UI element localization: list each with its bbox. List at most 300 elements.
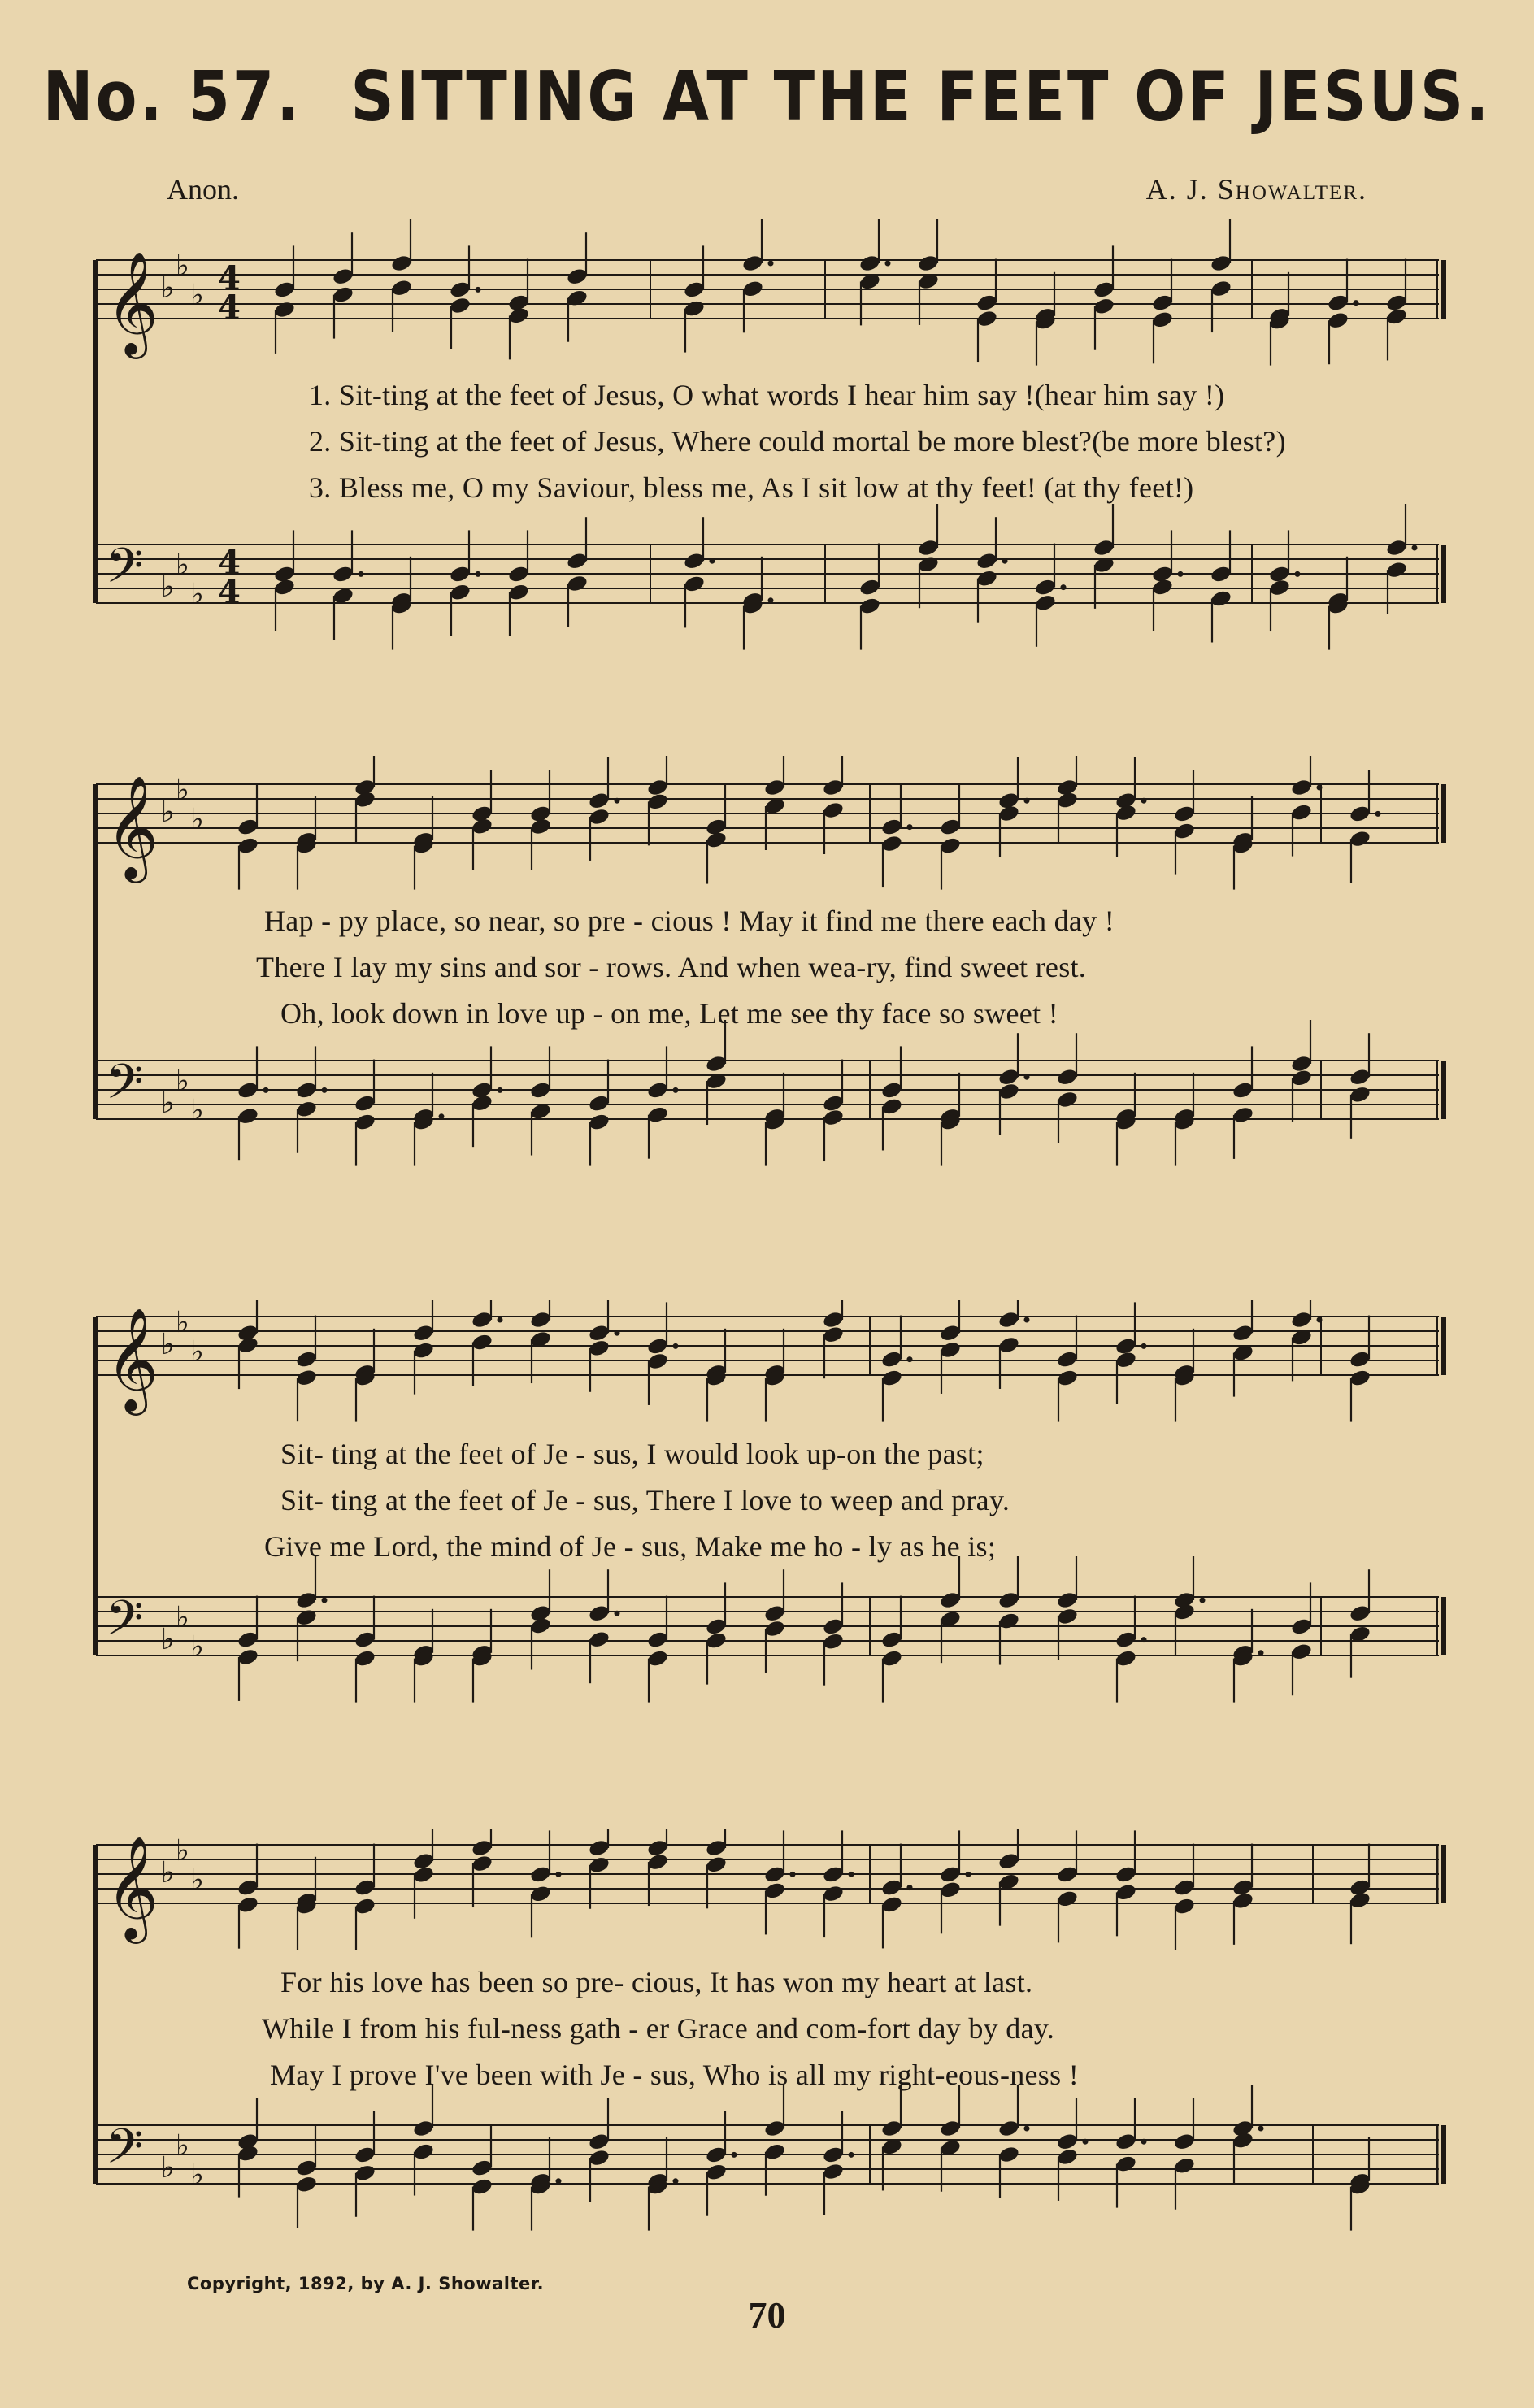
- note-head: [1115, 2154, 1137, 2174]
- note-head: [822, 2145, 845, 2164]
- note-head: [390, 254, 413, 273]
- dot: [907, 824, 913, 830]
- note-head: [1056, 2147, 1079, 2167]
- note-head: [822, 778, 845, 797]
- lyric-line-verse-2: While I from his ful-ness gath - er Grace and com-fort day by day.: [262, 2012, 1055, 2045]
- note-head: [1173, 1878, 1196, 1898]
- note-head: [880, 1097, 903, 1117]
- flat-icon: ♭: [161, 271, 175, 305]
- note-head: [507, 564, 530, 584]
- note-head: [1115, 1630, 1137, 1650]
- note-head: [588, 1603, 611, 1623]
- note-head: [237, 1106, 259, 1126]
- dot: [790, 1872, 796, 1877]
- dot: [1258, 1650, 1264, 1655]
- note-head: [588, 1339, 611, 1358]
- dot: [615, 1330, 620, 1336]
- note-head: [1151, 293, 1174, 313]
- note-head: [566, 267, 589, 286]
- note-head: [354, 1113, 376, 1132]
- dot: [1412, 545, 1418, 551]
- note-head: [1115, 1864, 1137, 1884]
- note-head: [822, 1310, 845, 1330]
- note-head: [822, 800, 845, 820]
- flat-icon: ♭: [190, 578, 204, 611]
- note-head: [295, 1368, 318, 1387]
- note-head: [917, 538, 940, 558]
- note-head: [471, 2177, 493, 2197]
- dot: [476, 287, 481, 293]
- note-head: [1385, 307, 1408, 327]
- note-head: [588, 791, 611, 810]
- flat-icon: ♭: [190, 1863, 204, 1897]
- note-head: [880, 1878, 903, 1898]
- note-head: [763, 778, 786, 797]
- note-head: [822, 1616, 845, 1636]
- note-head: [939, 818, 962, 837]
- lyric-line-verse-3: 3. Bless me, O my Saviour, bless me, As I sit low at thy feet! (at thy feet!): [309, 471, 1194, 504]
- dot: [1317, 785, 1323, 791]
- note-head: [588, 2132, 611, 2151]
- note-head: [705, 1054, 728, 1074]
- note-head: [1056, 1350, 1079, 1369]
- lyric-line-verse-2: There I lay my sins and sor - rows. And when wea-ry, find sweet rest.: [256, 951, 1087, 983]
- system-bracket: [93, 1317, 98, 1655]
- flat-icon: ♭: [190, 803, 204, 836]
- note-head: [1115, 1882, 1137, 1902]
- note-head: [880, 818, 903, 837]
- note-head: [880, 2119, 903, 2138]
- composer-credit: A. J. Showalter.: [1145, 173, 1367, 206]
- note-head: [354, 2163, 376, 2183]
- note-head: [237, 1647, 259, 1667]
- flat-icon: ♭: [190, 2159, 204, 2192]
- note-head: [976, 551, 998, 571]
- lyric-line-verse-1: Hap - py place, so near, so pre - cious ! May it find me there each day !: [264, 905, 1115, 937]
- dot: [673, 1343, 679, 1349]
- note-head: [588, 2148, 611, 2167]
- dot: [907, 1885, 913, 1890]
- note-head: [705, 2163, 728, 2182]
- note-head: [1232, 1080, 1254, 1100]
- note-head: [471, 1854, 493, 1873]
- note-head: [705, 1838, 728, 1858]
- note-head: [237, 1080, 259, 1100]
- note-head: [588, 1629, 611, 1649]
- note-head: [822, 1325, 845, 1344]
- note-head: [997, 1310, 1020, 1330]
- note-head: [529, 1080, 552, 1100]
- note-head: [997, 1335, 1020, 1355]
- time-signature-top: 4: [218, 259, 241, 297]
- note-head: [295, 1590, 318, 1610]
- note-head: [1034, 593, 1057, 613]
- note-head: [976, 293, 998, 313]
- note-head: [471, 1333, 493, 1352]
- note-head: [763, 1603, 786, 1623]
- flat-icon: ♭: [176, 1834, 189, 1868]
- note-head: [566, 574, 589, 593]
- note-head: [1210, 279, 1232, 298]
- note-head: [822, 1108, 845, 1127]
- dot: [498, 1087, 503, 1093]
- dot: [849, 2152, 854, 2158]
- note-head: [588, 1855, 611, 1875]
- dot: [1141, 1637, 1147, 1642]
- note-head: [237, 1878, 259, 1898]
- note-head: [1290, 1068, 1313, 1087]
- flat-icon: ♭: [161, 571, 175, 604]
- note-head: [646, 1838, 669, 1858]
- note-head: [939, 1590, 962, 1610]
- note-head: [939, 1340, 962, 1360]
- note-head: [1173, 822, 1196, 841]
- note-head: [273, 300, 296, 319]
- system-bracket: [93, 260, 98, 603]
- dot: [556, 2178, 562, 2184]
- dot: [1024, 1317, 1030, 1323]
- note-head: [449, 564, 471, 584]
- music-system: [89, 219, 1447, 675]
- dot: [1141, 2139, 1147, 2145]
- note-head: [646, 1852, 669, 1872]
- note-head: [1210, 589, 1232, 609]
- note-head: [741, 254, 764, 273]
- dot: [556, 1872, 562, 1877]
- note-head: [1290, 1054, 1313, 1074]
- note-head: [237, 1895, 259, 1915]
- dot: [1024, 798, 1030, 804]
- note-head: [412, 1341, 435, 1360]
- note-head: [1093, 280, 1115, 299]
- dot: [322, 1598, 328, 1603]
- time-signature-top: 4: [218, 544, 241, 582]
- note-head: [880, 1630, 903, 1650]
- note-head: [683, 299, 706, 319]
- note-head: [1210, 564, 1232, 584]
- flat-icon: ♭: [161, 1087, 175, 1120]
- copyright-notice: Copyright, 1892, by A. J. Showalter.: [187, 2274, 545, 2293]
- dot: [322, 1087, 328, 1093]
- note-head: [1173, 804, 1196, 823]
- note-head: [471, 2159, 493, 2178]
- note-head: [822, 2162, 845, 2181]
- note-head: [332, 285, 354, 305]
- note-head: [354, 1878, 376, 1898]
- flat-icon: ♭: [161, 1328, 175, 1361]
- note-head: [1290, 1616, 1313, 1636]
- note-head: [237, 818, 259, 837]
- note-head: [1115, 1350, 1137, 1369]
- note-head: [1290, 778, 1313, 797]
- note-head: [939, 1880, 962, 1899]
- note-head: [880, 1649, 903, 1668]
- note-head: [1093, 555, 1115, 575]
- note-head: [295, 1080, 318, 1100]
- note-head: [449, 280, 471, 299]
- treble-clef-icon: 𝄞: [106, 774, 159, 879]
- dot: [885, 261, 891, 267]
- lyricist-credit: Anon.: [167, 173, 239, 206]
- music-system: [89, 1829, 1447, 2251]
- note-head: [1385, 560, 1408, 579]
- dot: [1024, 2126, 1030, 2132]
- hymn-title-line: [0, 57, 1534, 137]
- music-system: [89, 756, 1447, 1178]
- note-head: [917, 554, 940, 574]
- dot: [673, 2178, 679, 2184]
- note-head: [705, 1631, 728, 1651]
- dot: [966, 1872, 971, 1877]
- note-head: [295, 2175, 318, 2194]
- note-head: [997, 1590, 1020, 1610]
- note-head: [741, 279, 764, 298]
- note-head: [1056, 1607, 1079, 1626]
- note-head: [237, 1630, 259, 1650]
- note-head: [354, 1630, 376, 1650]
- flat-icon: ♭: [190, 1094, 204, 1127]
- note-head: [763, 1881, 786, 1901]
- note-head: [997, 1612, 1020, 1631]
- dot: [1258, 2126, 1264, 2132]
- note-head: [449, 583, 471, 602]
- flat-icon: ♭: [161, 1623, 175, 1656]
- dot: [359, 571, 364, 577]
- system-bracket: [93, 784, 98, 1119]
- note-head: [237, 836, 259, 856]
- note-head: [273, 280, 296, 299]
- flat-icon: ♭: [190, 279, 204, 312]
- note-head: [705, 1855, 728, 1874]
- flat-icon: ♭: [161, 1856, 175, 1890]
- note-head: [939, 1323, 962, 1343]
- note-head: [1056, 1864, 1079, 1884]
- note-head: [1056, 1090, 1079, 1109]
- note-head: [588, 1838, 611, 1858]
- dot: [263, 1087, 269, 1093]
- flat-icon: ♭: [176, 2129, 189, 2163]
- note-head: [412, 2142, 435, 2162]
- flat-icon: ♭: [190, 1335, 204, 1369]
- note-head: [390, 278, 413, 297]
- note-head: [683, 574, 706, 593]
- note-head: [295, 1100, 318, 1119]
- note-head: [471, 1838, 493, 1858]
- note-head: [295, 1350, 318, 1369]
- note-head: [588, 1094, 611, 1113]
- time-signature-bottom: 4: [218, 289, 241, 327]
- note-head: [917, 254, 940, 273]
- note-head: [507, 583, 530, 602]
- note-head: [1290, 803, 1313, 822]
- flat-icon: ♭: [176, 549, 189, 582]
- note-head: [763, 1864, 786, 1884]
- note-head: [1056, 1369, 1079, 1388]
- treble-clef-icon: 𝄞: [106, 1835, 159, 1939]
- note-head: [332, 564, 354, 584]
- treble-clef-icon: 𝄞: [106, 250, 159, 354]
- note-head: [1349, 1350, 1371, 1369]
- music-system: [89, 1300, 1447, 1723]
- note-head: [646, 1105, 669, 1125]
- note-head: [412, 2119, 435, 2138]
- note-head: [683, 280, 706, 299]
- note-head: [1115, 2132, 1137, 2151]
- lyric-line-verse-1: Sit- ting at the feet of Je - sus, I would look up-on the past;: [280, 1438, 984, 1470]
- flat-icon: ♭: [161, 2151, 175, 2185]
- note-head: [1232, 1323, 1254, 1343]
- note-head: [646, 792, 669, 811]
- note-head: [705, 1616, 728, 1636]
- note-head: [354, 1897, 376, 1916]
- note-head: [588, 1323, 611, 1343]
- note-head: [1034, 578, 1057, 597]
- note-head: [1385, 538, 1408, 558]
- note-head: [646, 1649, 669, 1668]
- bass-clef-icon: 𝄢: [106, 1590, 144, 1658]
- note-head: [354, 1649, 376, 1668]
- note-head: [588, 807, 611, 827]
- note-head: [858, 597, 881, 616]
- note-head: [1349, 1603, 1371, 1623]
- lyric-line-verse-3: Oh, look down in love up - on me, Let me see thy face so sweet !: [280, 997, 1058, 1030]
- flat-icon: ♭: [176, 1306, 189, 1339]
- note-head: [1093, 538, 1115, 558]
- note-head: [880, 1369, 903, 1388]
- note-head: [646, 1352, 669, 1371]
- note-head: [1151, 310, 1174, 329]
- note-head: [1385, 293, 1408, 313]
- note-head: [1232, 1105, 1254, 1125]
- bass-clef-icon: 𝄢: [106, 2118, 144, 2186]
- note-head: [1349, 1085, 1371, 1104]
- flat-icon: ♭: [161, 796, 175, 829]
- note-head: [566, 289, 589, 308]
- dot: [849, 1872, 854, 1877]
- note-head: [763, 1619, 786, 1638]
- note-head: [880, 1350, 903, 1369]
- note-head: [1056, 2132, 1079, 2151]
- note-head: [646, 778, 669, 797]
- note-head: [997, 1067, 1020, 1087]
- lyric-line-verse-3: Give me Lord, the mind of Je - sus, Make me ho - ly as he is;: [264, 1530, 997, 1563]
- note-head: [1173, 1897, 1196, 1916]
- note-head: [705, 2145, 728, 2164]
- note-head: [471, 1310, 493, 1330]
- note-head: [295, 1608, 318, 1627]
- note-head: [683, 551, 706, 571]
- bass-clef-icon: 𝄢: [106, 1053, 144, 1122]
- note-head: [763, 2119, 786, 2138]
- dot: [673, 1087, 679, 1093]
- flat-icon: ♭: [176, 774, 189, 807]
- note-head: [1349, 1369, 1371, 1388]
- system-bracket: [93, 1845, 98, 2184]
- note-head: [354, 2145, 376, 2164]
- page-number: 70: [748, 2294, 786, 2336]
- hymn-number: No. 57.: [42, 57, 302, 137]
- flat-icon: ♭: [176, 249, 189, 283]
- lyric-line-verse-1: For his love has been so pre- cious, It has won my heart at last.: [280, 1966, 1033, 1998]
- note-head: [1327, 293, 1349, 313]
- note-head: [529, 1310, 552, 1330]
- note-head: [858, 578, 881, 597]
- dot: [498, 1317, 503, 1323]
- note-head: [976, 309, 998, 328]
- dot: [710, 558, 715, 564]
- note-head: [295, 2159, 318, 2178]
- note-head: [1173, 2132, 1196, 2151]
- lyric-line-verse-2: Sit- ting at the feet of Je - sus, There I love to weep and pray.: [280, 1484, 1010, 1516]
- lyric-line-verse-2: 2. Sit-ting at the feet of Jesus, Where could mortal be more blest?(be more blest?): [309, 425, 1286, 458]
- note-head: [1173, 2156, 1196, 2176]
- note-head: [858, 254, 881, 273]
- note-head: [646, 1080, 669, 1100]
- dot: [1375, 811, 1381, 817]
- dot: [439, 1113, 445, 1119]
- note-head: [566, 551, 589, 571]
- note-head: [822, 1884, 845, 1903]
- lyric-line-verse-3: May I prove I've been with Je - sus, Who is all my right-eous-ness !: [270, 2059, 1080, 2091]
- dot: [907, 1356, 913, 1362]
- time-signature-bottom: 4: [218, 573, 241, 611]
- flat-icon: ♭: [176, 1065, 189, 1098]
- note-head: [880, 834, 903, 853]
- flat-icon: ♭: [190, 1630, 204, 1664]
- note-head: [1327, 310, 1349, 330]
- note-head: [529, 1864, 552, 1884]
- note-head: [412, 1323, 435, 1343]
- dot: [1295, 571, 1301, 577]
- note-head: [976, 569, 998, 588]
- note-head: [1115, 1336, 1137, 1356]
- treble-clef-icon: 𝄞: [106, 1307, 159, 1411]
- note-head: [588, 1113, 611, 1132]
- dot: [1141, 1343, 1147, 1349]
- note-head: [646, 1630, 669, 1650]
- note-head: [354, 1094, 376, 1113]
- lyric-line-verse-1: 1. Sit-ting at the feet of Jesus, O what words I hear him say !(hear him say !): [309, 379, 1225, 411]
- note-head: [822, 1632, 845, 1651]
- note-head: [646, 1336, 669, 1356]
- note-head: [822, 1094, 845, 1113]
- dot: [732, 2152, 737, 2158]
- note-head: [1210, 254, 1232, 273]
- note-head: [822, 1864, 845, 1884]
- note-head: [1056, 1889, 1079, 1908]
- dot: [1083, 2139, 1089, 2145]
- note-head: [939, 1864, 962, 1884]
- note-head: [763, 2142, 786, 2162]
- dot: [768, 261, 774, 267]
- note-head: [997, 1851, 1020, 1871]
- note-head: [880, 1080, 903, 1100]
- note-head: [529, 1884, 552, 1903]
- flat-icon: ♭: [176, 1601, 189, 1634]
- dot: [1024, 1074, 1030, 1080]
- note-head: [332, 267, 354, 286]
- note-head: [1349, 829, 1371, 848]
- dot: [1178, 571, 1184, 577]
- dot: [1200, 1598, 1206, 1603]
- dot: [1061, 584, 1067, 590]
- note-head: [880, 1895, 903, 1915]
- dot: [1317, 1317, 1323, 1323]
- note-head: [997, 1082, 1020, 1101]
- hymn-title: SITTING AT THE FEET OF JESUS.: [350, 57, 1492, 137]
- note-head: [449, 296, 471, 315]
- note-head: [1290, 1642, 1313, 1661]
